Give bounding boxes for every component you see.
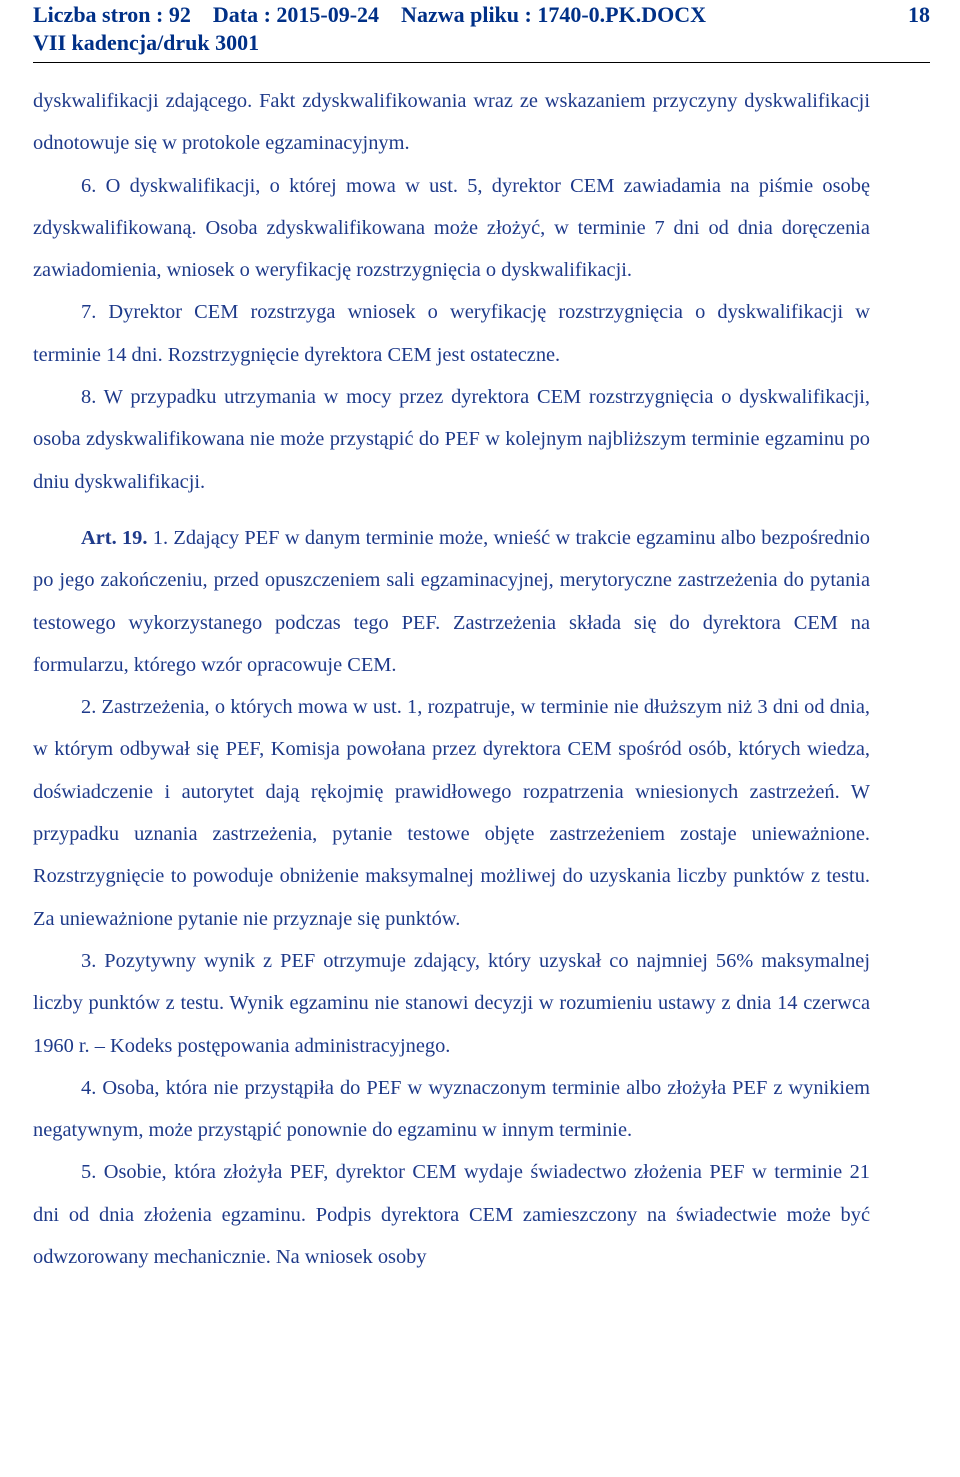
paragraph-ust-7: 7. Dyrektor CEM rozstrzyga wniosek o weryfikację rozstrzygnięcia o dyskwalifikacji w terminie 14 dni. Rozstrzygnięcie dyrektora CEM jest ostateczne. (33, 301, 870, 366)
article-label: Art. 19. (81, 526, 148, 549)
page-header (33, 0, 930, 63)
article-19-ust-1-text: 1. Zdający PEF w danym terminie może, wnieść w trakcie egzaminu albo bezpośrednio po jego zakończeniu, przed opuszczeniem sali egzaminacyjnej, merytoryczne zastrzeżenia do pytania testowego wykorzystanego podczas tego PEF. Zastrzeżenia składa się do dyrektora CEM na formularzu, którego wzór opracowuje CEM. (33, 526, 870, 676)
document-info-line: Liczba stron : 92 Data : 2015-09-24 Nazwa pliku : 1740-0.PK.DOCX (33, 2, 707, 27)
paragraph-ust-8: 8. W przypadku utrzymania w mocy przez dyrektora CEM rozstrzygnięcia o dyskwalifikacji, osoba zdyskwalifikowana nie może przystąpić do PEF w kolejnym najbliższym terminie egzaminu po dniu dyskwalifikacji. (33, 386, 870, 493)
paragraph-art-19-ust-2: 2. Zastrzeżenia, o których mowa w ust. 1, rozpatruje, w terminie nie dłuższym niż 3 dni od dnia, w którym odbywał się PEF, Komisja powołana przez dyrektora CEM spośród osób, których wiedza, doświadczenie i autorytet dają rękojmię prawidłowego rozpatrzenia wniesionych zastrzeżeń. W przypadku uznania zastrzeżenia, pytanie testowe objęte zastrzeżeniem zostaje unieważnione. Rozstrzygnięcie to powoduje obniżenie maksymalnej możliwej do uzyskania liczby punktów z testu. Za unieważnione pytanie nie przyznaje się punktów. (33, 696, 870, 930)
page-number: 18 (908, 2, 930, 27)
paragraph-art-19-ust-4: 4. Osoba, która nie przystąpiła do PEF w wyznaczonym terminie albo złożyła PEF z wynikiem negatywnym, może przystąpić ponownie do egzaminu w innym terminie. (33, 1076, 870, 1142)
paragraph-art-19-ust-5: 5. Osobie, która złożyła PEF, dyrektor CEM wydaje świadectwo złożenia PEF w terminie 21 dni od dnia złożenia egzaminu. Podpis dyrektora CEM zamieszczony na świadectwie może być odwzorowany mechanicznie. Na wniosek osoby (33, 1161, 870, 1269)
term-and-print-number: VII kadencja/druk 3001 (33, 30, 260, 55)
paragraph-art-19 (33, 517, 870, 686)
document-body (33, 80, 870, 1278)
paragraph-art-19-ust-3: 3. Pozytywny wynik z PEF otrzymuje zdający, który uzyskał co najmniej 56% maksymalnej liczby punktów z testu. Wynik egzaminu nie stanowi decyzji w rozumieniu ustawy z dnia 14 czerwca 1960 r. – Kodeks postępowania administracyjnego. (33, 949, 870, 1057)
paragraph-continuation: dyskwalifikacji zdającego. Fakt zdyskwalifikowania wraz ze wskazaniem przyczyny dyskwalifikacji odnotowuje się w protokole egzaminacyjnym. (33, 90, 870, 155)
paragraph-ust-6: 6. O dyskwalifikacji, o której mowa w ust. 5, dyrektor CEM zawiadamia na piśmie osobę zdyskwalifikowaną. Osoba zdyskwalifikowana może złożyć, w terminie 7 dni od dnia doręczenia zawiadomienia, wniosek o weryfikację rozstrzygnięcia o dyskwalifikacji. (33, 174, 870, 282)
